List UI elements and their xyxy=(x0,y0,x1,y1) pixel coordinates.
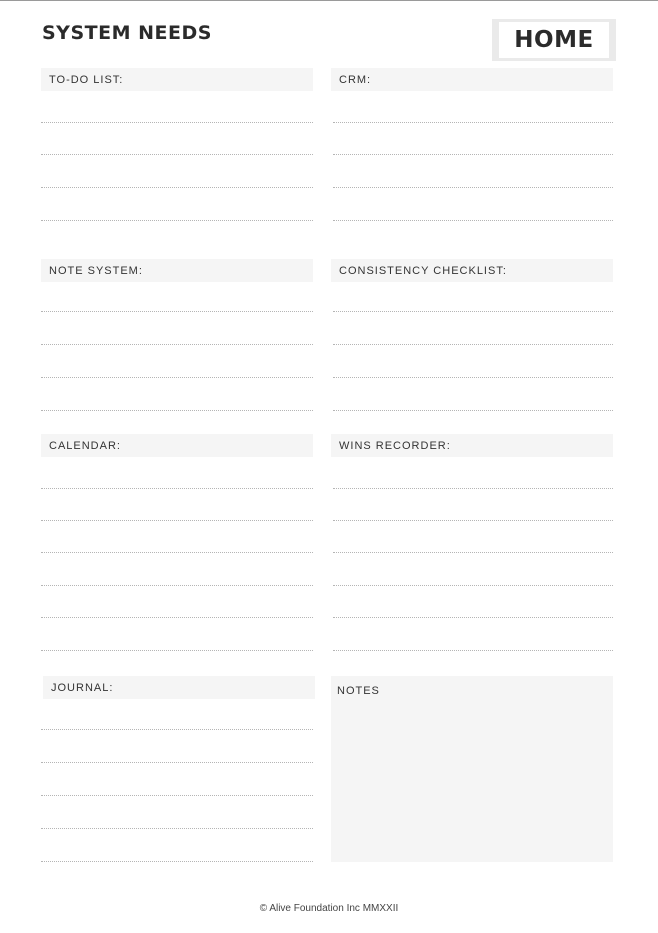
journal-write-line[interactable] xyxy=(41,729,313,730)
consistency-write-line[interactable] xyxy=(333,311,613,312)
calendar-write-line[interactable] xyxy=(41,585,313,586)
crm-write-line[interactable] xyxy=(333,187,613,188)
home-button[interactable] xyxy=(492,19,616,61)
section-header-wins-recorder: WINS RECORDER: xyxy=(331,434,613,457)
crm-write-line[interactable] xyxy=(333,220,613,221)
section-header-journal: JOURNAL: xyxy=(43,676,315,699)
todo-write-line[interactable] xyxy=(41,187,313,188)
todo-write-line[interactable] xyxy=(41,122,313,123)
section-header-consistency-checklist: CONSISTENCY CHECKLIST: xyxy=(331,259,613,282)
todo-write-line[interactable] xyxy=(41,154,313,155)
journal-write-line[interactable] xyxy=(41,795,313,796)
wins-write-line[interactable] xyxy=(333,552,613,553)
journal-write-line[interactable] xyxy=(41,762,313,763)
section-header-note-system: NOTE SYSTEM: xyxy=(41,259,313,282)
wins-write-line[interactable] xyxy=(333,585,613,586)
crm-write-line[interactable] xyxy=(333,154,613,155)
section-header-todo: TO-DO LIST: xyxy=(41,68,313,91)
note-system-write-line[interactable] xyxy=(41,410,313,411)
home-button-label: HOME xyxy=(499,22,609,58)
journal-write-line[interactable] xyxy=(41,828,313,829)
top-rule xyxy=(0,0,658,1)
consistency-write-line[interactable] xyxy=(333,410,613,411)
wins-write-line[interactable] xyxy=(333,520,613,521)
section-header-crm: CRM: xyxy=(331,68,613,91)
notes-box[interactable] xyxy=(331,676,613,862)
notes-label: NOTES xyxy=(337,685,380,697)
wins-write-line[interactable] xyxy=(333,488,613,489)
todo-write-line[interactable] xyxy=(41,220,313,221)
note-system-write-line[interactable] xyxy=(41,311,313,312)
journal-write-line[interactable] xyxy=(41,861,313,862)
note-system-write-line[interactable] xyxy=(41,377,313,378)
calendar-write-line[interactable] xyxy=(41,650,313,651)
section-header-calendar: CALENDAR: xyxy=(41,434,313,457)
calendar-write-line[interactable] xyxy=(41,617,313,618)
consistency-write-line[interactable] xyxy=(333,344,613,345)
crm-write-line[interactable] xyxy=(333,122,613,123)
footer-copyright: © Alive Foundation Inc MMXXII xyxy=(259,903,399,914)
calendar-write-line[interactable] xyxy=(41,520,313,521)
calendar-write-line[interactable] xyxy=(41,488,313,489)
page-title: SYSTEM NEEDS xyxy=(42,22,212,44)
wins-write-line[interactable] xyxy=(333,617,613,618)
note-system-write-line[interactable] xyxy=(41,344,313,345)
wins-write-line[interactable] xyxy=(333,650,613,651)
calendar-write-line[interactable] xyxy=(41,552,313,553)
consistency-write-line[interactable] xyxy=(333,377,613,378)
